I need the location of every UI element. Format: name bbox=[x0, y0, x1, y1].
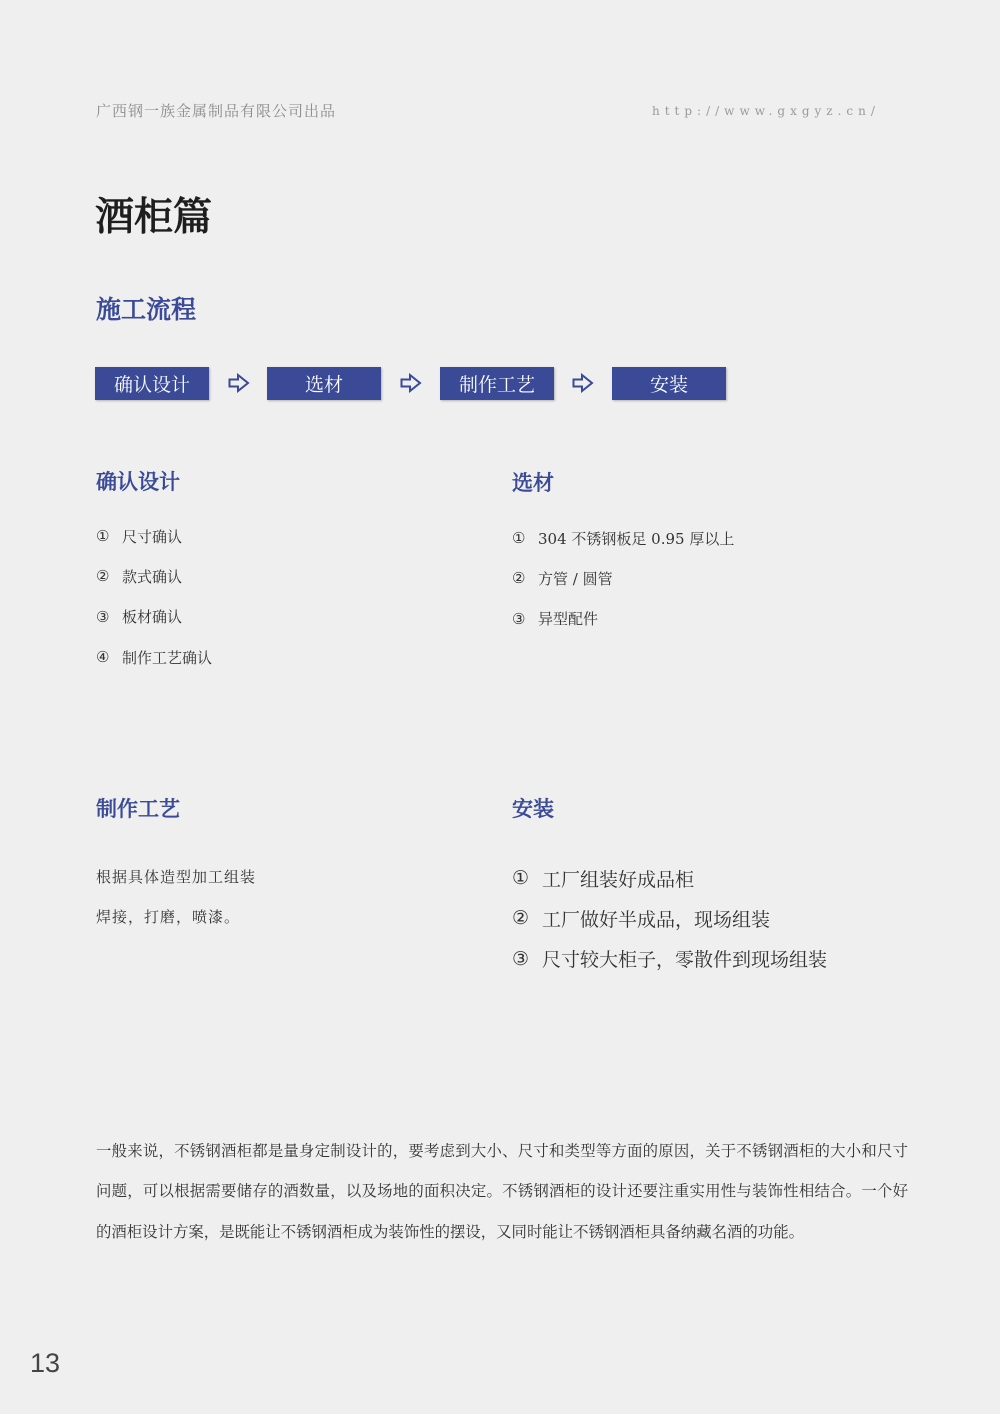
process-step-confirm-design: 确认设计 bbox=[95, 367, 209, 400]
list-item-text: 异型配件 bbox=[538, 610, 599, 629]
list-item-number: ① bbox=[96, 527, 110, 546]
page-number: 13 bbox=[30, 1348, 61, 1378]
list-item-text: 工厂组装好成品柜 bbox=[542, 868, 695, 891]
list-item-number: ① bbox=[512, 867, 530, 890]
list-item-text: 尺寸确认 bbox=[122, 527, 183, 546]
list-item bbox=[96, 556, 212, 596]
list-item bbox=[512, 858, 827, 898]
list-item-number: ③ bbox=[512, 609, 526, 628]
list-item-text: 款式确认 bbox=[122, 567, 183, 586]
list-item bbox=[512, 599, 734, 639]
list-item-text: 板材确认 bbox=[122, 608, 183, 627]
page-title: 酒柜篇 bbox=[95, 195, 213, 240]
list-item-number: ② bbox=[512, 569, 526, 588]
process-step-craft: 制作工艺 bbox=[440, 367, 554, 400]
craft-description bbox=[96, 856, 256, 936]
list-item bbox=[96, 637, 212, 677]
list-item-text: 制作工艺确认 bbox=[122, 648, 213, 667]
confirm-design-list bbox=[96, 516, 212, 677]
process-step-material: 选材 bbox=[267, 367, 381, 400]
list-item bbox=[512, 558, 734, 598]
list-item-text: 工厂做好半成品，现场组装 bbox=[542, 908, 771, 931]
craft-line: 根据具体造型加工组装 bbox=[96, 867, 257, 886]
list-item bbox=[512, 898, 827, 938]
list-item bbox=[512, 939, 827, 979]
craft-heading: 制作工艺 bbox=[96, 797, 180, 821]
list-item-text: 304 不锈钢板足 0.95 厚以上 bbox=[538, 529, 735, 548]
process-heading: 施工流程 bbox=[96, 295, 197, 324]
hollow-right-arrow-icon bbox=[228, 373, 250, 393]
material-list bbox=[512, 518, 734, 639]
confirm-design-heading: 确认设计 bbox=[96, 470, 180, 494]
list-item-text: 尺寸较大柜子，零散件到现场组装 bbox=[542, 949, 828, 972]
list-item-number: ② bbox=[96, 567, 110, 586]
header-website-url[interactable]: http://www.gxgyz.cn/ bbox=[652, 104, 880, 118]
list-item-number: ④ bbox=[96, 648, 110, 667]
list-item-number: ③ bbox=[512, 947, 530, 970]
process-flow bbox=[95, 367, 735, 400]
list-item bbox=[96, 597, 212, 637]
body-paragraph: 一般来说，不锈钢酒柜都是量身定制设计的，要考虑到大小、尺寸和类型等方面的原因，关于不锈钢酒柜的大小和尺寸问题，可以根据需要储存的酒数量，以及场地的面积决定。不锈钢酒柜的设计还要注重实用性与装饰性相结合。一个好的酒柜设计方案，是既能让不锈钢酒柜成为装饰性的摆设，又同时能让不锈钢酒柜具备纳藏名酒的功能。 bbox=[96, 1142, 908, 1241]
process-step-install: 安装 bbox=[612, 367, 726, 400]
header-company-name: 广西钢一族金属制品有限公司出品 bbox=[96, 102, 337, 120]
list-item-number: ② bbox=[512, 907, 530, 930]
hollow-right-arrow-icon bbox=[572, 373, 594, 393]
install-list bbox=[512, 858, 827, 979]
list-item-number: ① bbox=[512, 529, 526, 548]
material-heading: 选材 bbox=[512, 471, 554, 495]
craft-line: 焊接，打磨，喷漆。 bbox=[96, 907, 241, 926]
list-item-text: 方管 / 圆管 bbox=[538, 569, 613, 588]
hollow-right-arrow-icon bbox=[400, 373, 422, 393]
list-item-number: ③ bbox=[96, 607, 110, 626]
install-heading: 安装 bbox=[512, 797, 554, 821]
list-item bbox=[512, 518, 734, 558]
list-item bbox=[96, 516, 212, 556]
